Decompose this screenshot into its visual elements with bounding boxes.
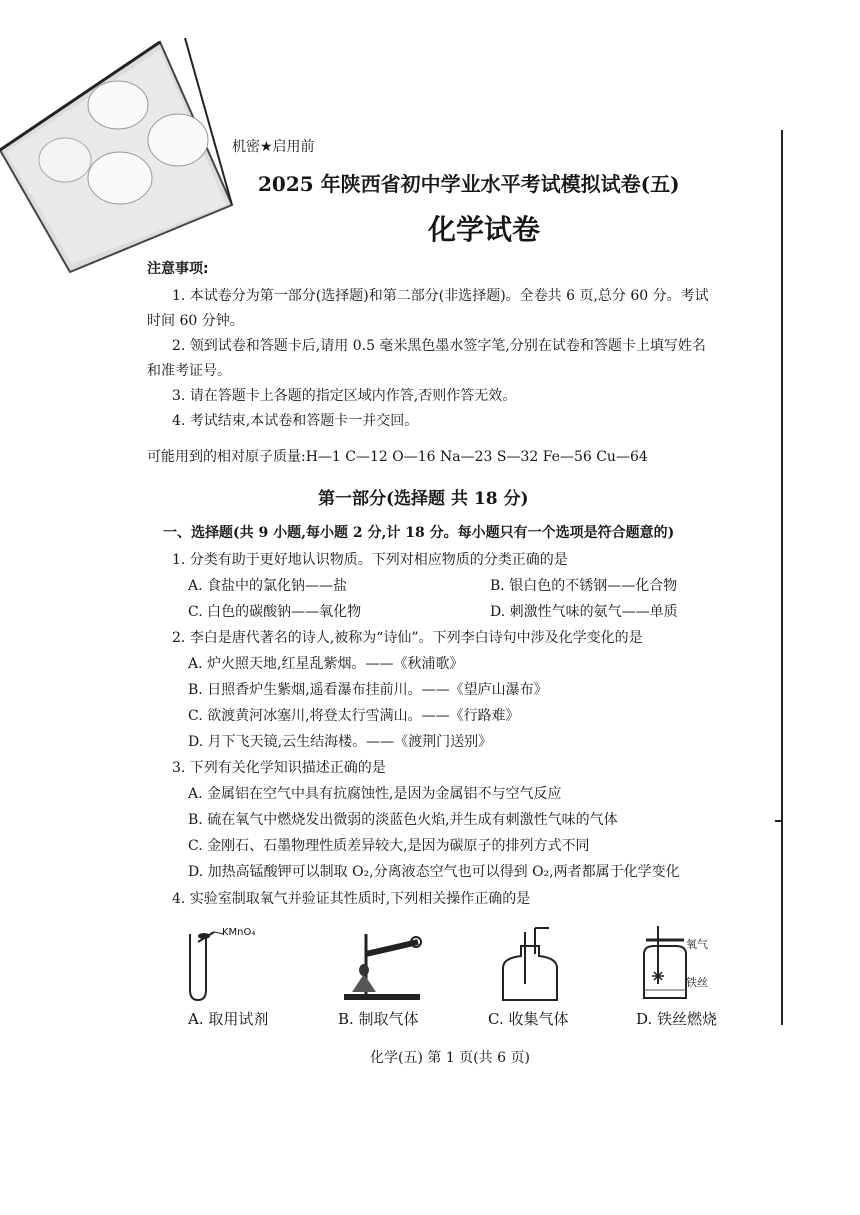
figure-d-oxygen-label: 氧气	[686, 938, 708, 951]
question-stem: 4. 实验室制取氧气并验证其性质时,下列相关操作正确的是	[172, 891, 531, 907]
note-line: 2. 领到试卷和答题卡后,请用 0.5 毫米黑色墨水签字笔,分别在试卷和答题卡上填写姓名	[172, 338, 706, 354]
option: D. 刺激性气味的氨气——单质	[490, 604, 678, 620]
section-heading: 一、选择题(共 9 小题,每小题 2 分,计 18 分。每小题只有一个选项是符合题意的)	[163, 525, 675, 541]
page-footer: 化学(五) 第 1 页(共 6 页)	[370, 1050, 530, 1066]
figure-d-caption: D. 铁丝燃烧	[636, 1010, 718, 1028]
figure-b-apparatus	[336, 924, 436, 1004]
confidential-mark: 机密★启用前	[232, 139, 315, 155]
option: A. 金属铝在空气中具有抗腐蚀性,是因为金属铝不与空气反应	[188, 786, 562, 802]
binding-line	[781, 130, 783, 1025]
question-stem: 3. 下列有关化学知识描述正确的是	[172, 760, 386, 776]
question-stem: 2. 李白是唐代著名的诗人,被称为“诗仙”。下列李白诗句中涉及化学变化的是	[172, 630, 643, 646]
figure-b-caption: B. 制取气体	[338, 1010, 419, 1028]
option: A. 炉火照天地,红星乱紫烟。——《秋浦歌》	[188, 656, 464, 672]
note-line: 时间 60 分钟。	[147, 313, 244, 329]
figure-d-wire-label: 铁丝	[686, 976, 708, 989]
figure-a-caption: A. 取用试剂	[188, 1010, 269, 1028]
blister-pack-image	[0, 30, 240, 275]
option: C. 金刚石、石墨物理性质差异较大,是因为碳原子的排列方式不同	[188, 838, 590, 854]
figure-a-reagent-label: KMnO₄	[222, 927, 256, 938]
note-line: 1. 本试卷分为第一部分(选择题)和第二部分(非选择题)。全卷共 6 页,总分 60 分。考试	[172, 288, 709, 304]
exam-title: 2025 年陕西省初中学业水平考试模拟试卷(五)	[258, 172, 680, 196]
notes-heading: 注意事项:	[147, 261, 209, 277]
figure-c-bottle	[495, 924, 575, 1004]
option: D. 加热高锰酸钾可以制取 O₂,分离液态空气也可以得到 O₂,两者都属于化学变化	[188, 864, 680, 880]
option: B. 硫在氧气中燃烧发出微弱的淡蓝色火焰,并生成有刺激性气味的气体	[188, 812, 618, 828]
option: A. 食盐中的氯化钠——盐	[188, 578, 348, 594]
option: C. 欲渡黄河冰塞川,将登太行雪满山。——《行路难》	[188, 708, 520, 724]
option: B. 银白色的不锈钢——化合物	[490, 578, 678, 594]
note-line: 4. 考试结束,本试卷和答题卡一并交回。	[172, 413, 419, 429]
note-line: 3. 请在答题卡上各题的指定区域内作答,否则作答无效。	[172, 388, 517, 404]
option: C. 白色的碳酸钠——氧化物	[188, 604, 362, 620]
atomic-masses: 可能用到的相对原子质量:H—1 C—12 O—16 Na—23 S—32 Fe—56 Cu—64	[147, 449, 648, 465]
figure-c-caption: C. 收集气体	[488, 1010, 569, 1028]
question-stem: 1. 分类有助于更好地认识物质。下列对相应物质的分类正确的是	[172, 552, 568, 568]
part1-title: 第一部分(选择题 共 18 分)	[318, 489, 529, 509]
option: D. 月下飞天镜,云生结海楼。——《渡荆门送别》	[188, 734, 493, 750]
option: B. 日照香炉生紫烟,遥看瀑布挂前川。——《望庐山瀑布》	[188, 682, 548, 698]
subject-title: 化学试卷	[428, 213, 541, 246]
note-line: 和准考证号。	[147, 363, 231, 379]
binding-tick	[775, 820, 783, 822]
